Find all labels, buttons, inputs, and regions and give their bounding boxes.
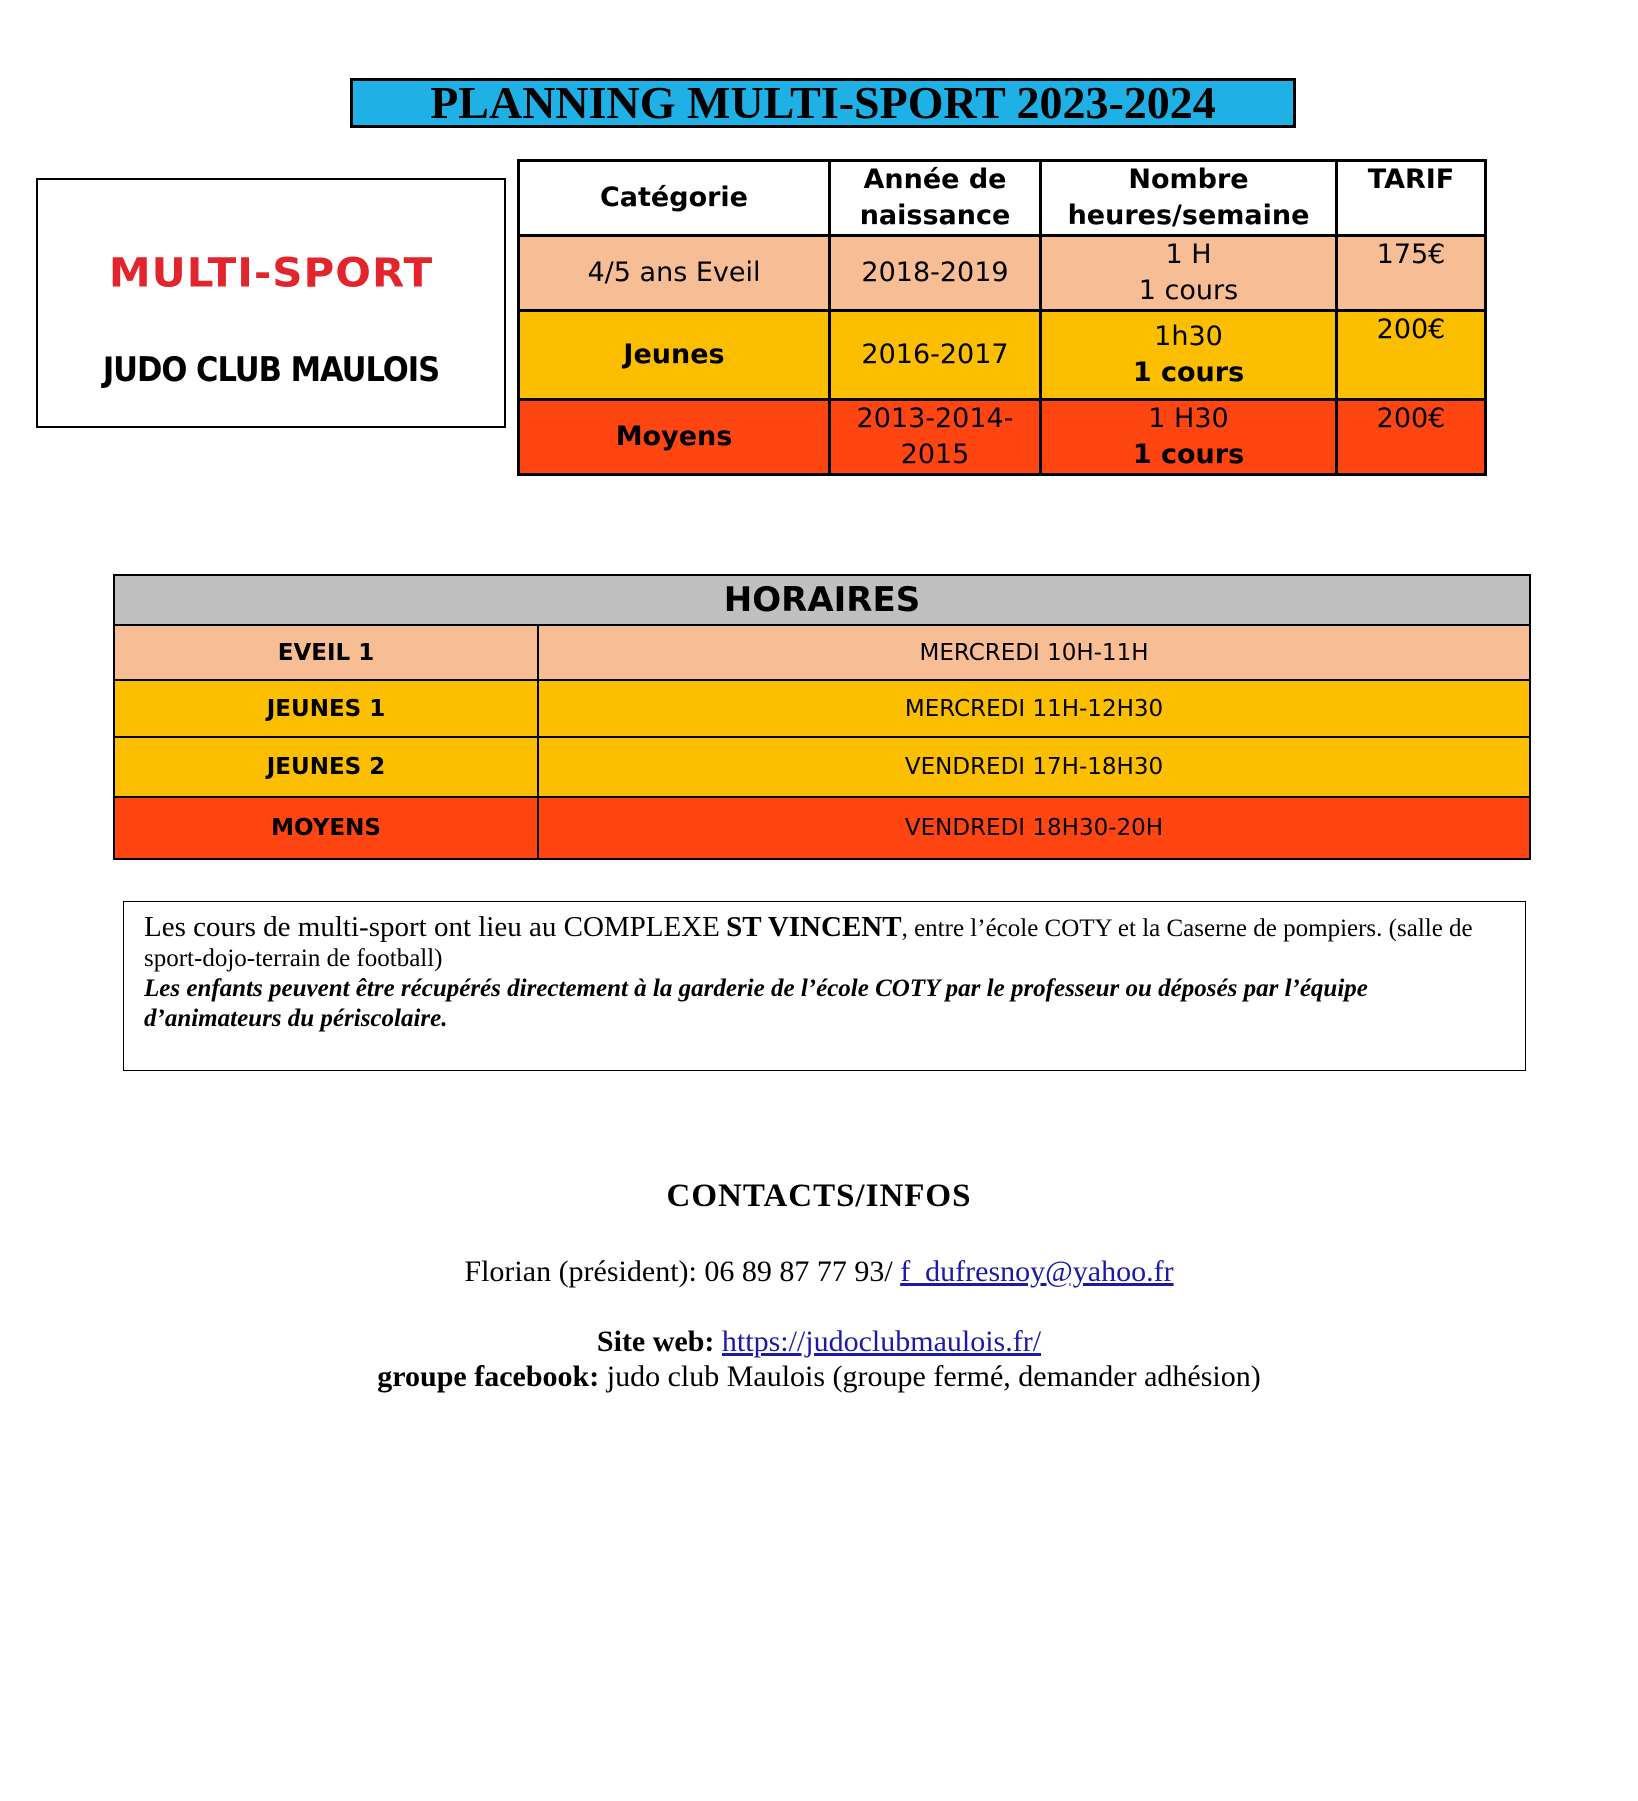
cours-line: 1 cours <box>1132 357 1245 388</box>
tarif-cell: 175€ <box>1337 236 1486 311</box>
categorie-cell: 4/5 ans Eveil <box>519 236 830 311</box>
groupe-cell: JEUNES 1 <box>114 680 538 737</box>
groupe-cell: EVEIL 1 <box>114 625 538 680</box>
annee-cell: 2016-2017 <box>830 311 1041 400</box>
tarifs-header-row <box>519 161 1486 236</box>
info-text-place: ST VINCENT <box>726 911 902 943</box>
table-row <box>114 625 1530 680</box>
categorie-cell: Jeunes <box>519 311 830 400</box>
info-box <box>123 901 1526 1071</box>
groupe-cell: MOYENS <box>114 797 538 859</box>
cours-line: 1 cours <box>1138 275 1239 306</box>
horaire-cell: VENDREDI 17H-18H30 <box>538 737 1530 797</box>
table-row <box>519 236 1486 311</box>
horaires-header-row <box>114 575 1530 625</box>
contact-site <box>0 1325 1638 1359</box>
horaire-cell: VENDREDI 18H30-20H <box>538 797 1530 859</box>
contact-president <box>0 1255 1638 1289</box>
info-text-c: , entre l’école COTY et la Caserne de pompiers. (salle de sport-dojo-terrain de football) <box>144 915 1473 972</box>
site-label: Site web: <box>596 1325 722 1358</box>
page-title: PLANNING MULTI-SPORT 2023-2024 <box>350 78 1296 128</box>
table-row <box>519 400 1486 475</box>
tarif-cell: 200€ <box>1337 311 1486 400</box>
heures-cell <box>1041 311 1337 400</box>
contacts-title: CONTACTS/INFOS <box>666 1178 972 1214</box>
site-link[interactable]: https://judoclubmaulois.fr/ <box>721 1325 1042 1358</box>
info-paragraph-location <box>144 912 1505 974</box>
table-row <box>114 797 1530 859</box>
logo-main-text: MULTI-SPORT <box>108 249 434 296</box>
heures-line: 1 H <box>1165 239 1212 270</box>
cours-line: 1 cours <box>1132 439 1245 470</box>
header-heures: Nombre heures/semaine <box>1041 161 1337 236</box>
horaires-table <box>113 574 1531 860</box>
info-text-a: Les cours de multi-sport ont lieu au COMPLEXE <box>144 911 720 943</box>
email-link[interactable]: f_dufresnoy@yahoo.fr <box>900 1255 1174 1288</box>
horaires-title: HORAIRES <box>114 575 1530 625</box>
logo <box>36 178 506 428</box>
info-paragraph-pickup: Les enfants peuvent être récupérés directement à la garderie de l’école COTY par le professeur ou déposés par l’équipe d’animateurs du périscolaire. <box>144 975 1368 1032</box>
groupe-cell: JEUNES 2 <box>114 737 538 797</box>
header-tarif: TARIF <box>1337 161 1486 236</box>
president-text: Florian (président): 06 89 87 77 93/ <box>464 1255 901 1288</box>
horaire-cell: MERCREDI 11H-12H30 <box>538 680 1530 737</box>
annee-cell: 2018-2019 <box>830 236 1041 311</box>
logo-sub-text: JUDO CLUB MAULOIS <box>102 350 440 390</box>
annee-cell: 2013-2014-2015 <box>830 400 1041 475</box>
contact-facebook <box>0 1360 1638 1394</box>
heures-line: 1h30 <box>1154 321 1223 352</box>
table-row <box>114 737 1530 797</box>
heures-cell <box>1041 400 1337 475</box>
table-row <box>519 311 1486 400</box>
tarifs-table <box>517 159 1487 476</box>
table-row <box>114 680 1530 737</box>
facebook-text: judo club Maulois (groupe fermé, demander adhésion) <box>599 1360 1261 1393</box>
header-annee: Année de naissance <box>830 161 1041 236</box>
header-categorie: Catégorie <box>519 161 830 236</box>
heures-cell <box>1041 236 1337 311</box>
categorie-cell: Moyens <box>519 400 830 475</box>
facebook-label: groupe facebook: <box>377 1360 600 1393</box>
horaire-cell: MERCREDI 10H-11H <box>538 625 1530 680</box>
tarif-cell: 200€ <box>1337 400 1486 475</box>
heures-line: 1 H30 <box>1148 403 1229 434</box>
